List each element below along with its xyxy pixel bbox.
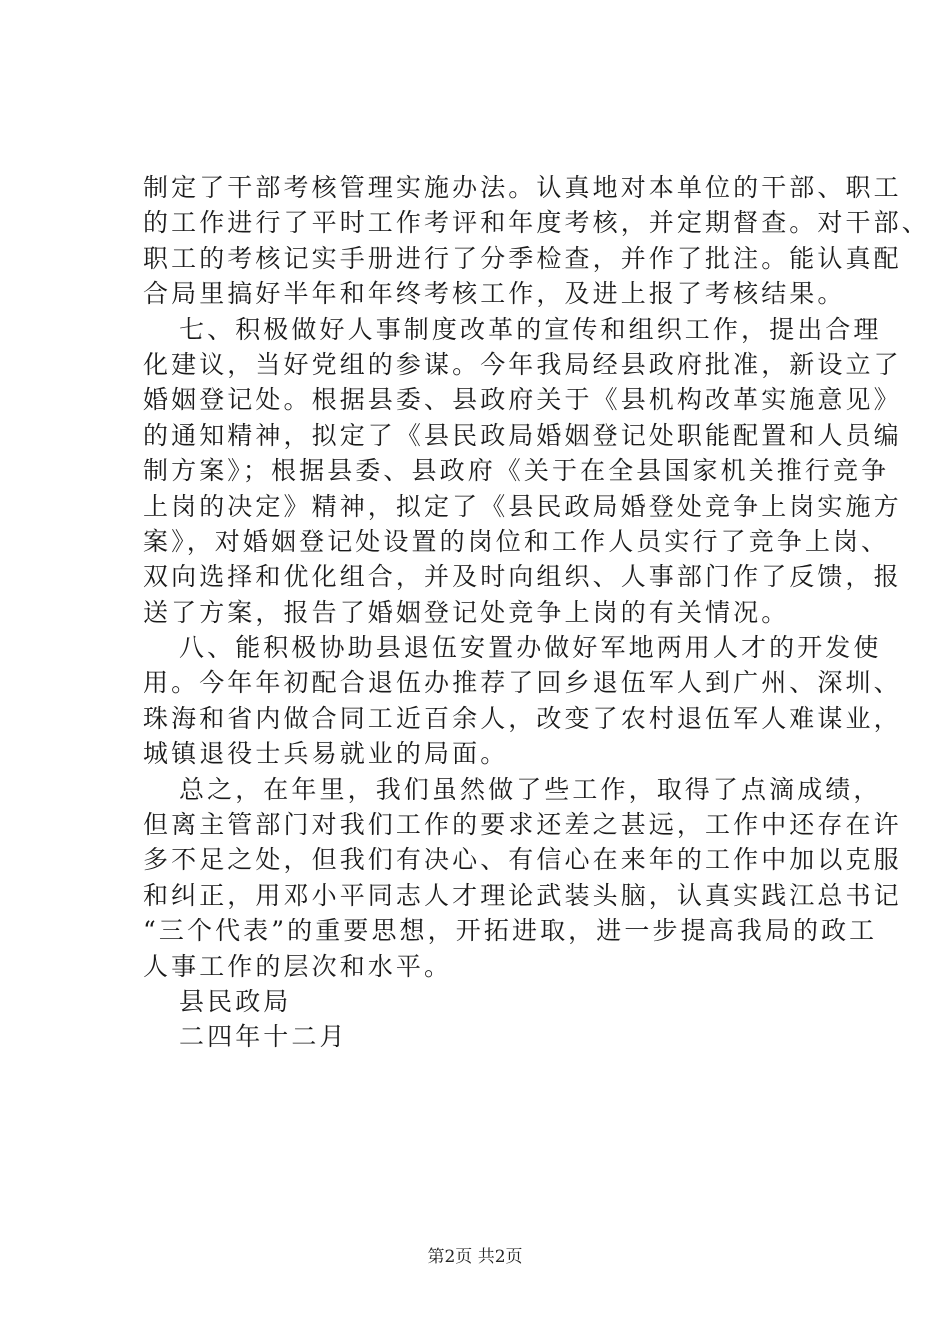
- text-line: 上岗的决定》精神，拟定了《县民政局婚登处竞争上岗实施方: [143, 491, 902, 521]
- text-line: 用。今年年初配合退伍办推荐了回乡退伍军人到广州、深圳、: [143, 668, 902, 698]
- text-line: 县民政局: [179, 986, 292, 1016]
- text-line: 职工的考核记实手册进行了分季检查，并作了批注。能认真配: [143, 243, 902, 273]
- text-line: 案》，对婚姻登记处设置的岗位和工作人员实行了竞争上岗、: [143, 526, 890, 556]
- text-line: 的通知精神，拟定了《县民政局婚姻登记处职能配置和人员编: [143, 420, 902, 450]
- text-line: 多不足之处，但我们有决心、有信心在来年的工作中加以克服: [143, 845, 902, 875]
- text-line: 婚姻登记处。根据县委、县政府关于《县机构改革实施意见》: [143, 385, 902, 415]
- text-line: 合局里搞好半年和年终考核工作，及进上报了考核结果。: [143, 279, 846, 309]
- page-footer: [0, 1242, 950, 1267]
- text-line: 但离主管部门对我们工作的要求还差之甚远，工作中还存在许: [143, 810, 902, 840]
- page-number: 第2页 共2页: [427, 1247, 523, 1267]
- text-line: 制方案》；根据县委、县政府《关于在全县国家机关推行竞争: [143, 456, 890, 486]
- text-line: 和纠正，用邓小平同志人才理论武装头脑，认真实践江总书记: [143, 880, 902, 910]
- text-line: 的工作进行了平时工作考评和年度考核，并定期督查。对干部、: [143, 208, 930, 238]
- text-line: 珠海和省内做合同工近百余人，改变了农村退伍军人难谋业，: [143, 703, 902, 733]
- text-line: 人事工作的层次和水平。: [143, 951, 453, 981]
- text-line: 二四年十二月: [179, 1022, 348, 1052]
- text-line: 八、能积极协助县退伍安置办做好军地两用人才的开发使: [179, 633, 882, 663]
- text-line: 双向选择和优化组合，并及时向组织、人事部门作了反馈，报: [143, 562, 902, 592]
- text-line: 七、积极做好人事制度改革的宣传和组织工作，提出合理: [179, 314, 882, 344]
- text-line: 总之，在年里，我们虽然做了些工作，取得了点滴成绩，: [179, 774, 882, 804]
- document-body: [143, 170, 930, 1055]
- text-line: 送了方案，报告了婚姻登记处竞争上岗的有关情况。: [143, 597, 790, 627]
- text-line: 化建议，当好党组的参谋。今年我局经县政府批准，新设立了: [143, 349, 902, 379]
- text-line: “三个代表”的重要思想，开拓进取，进一步提高我局的政工: [143, 916, 878, 946]
- text-line: 制定了干部考核管理实施办法。认真地对本单位的干部、职工: [143, 173, 902, 202]
- text-line: 城镇退役士兵易就业的局面。: [143, 739, 509, 769]
